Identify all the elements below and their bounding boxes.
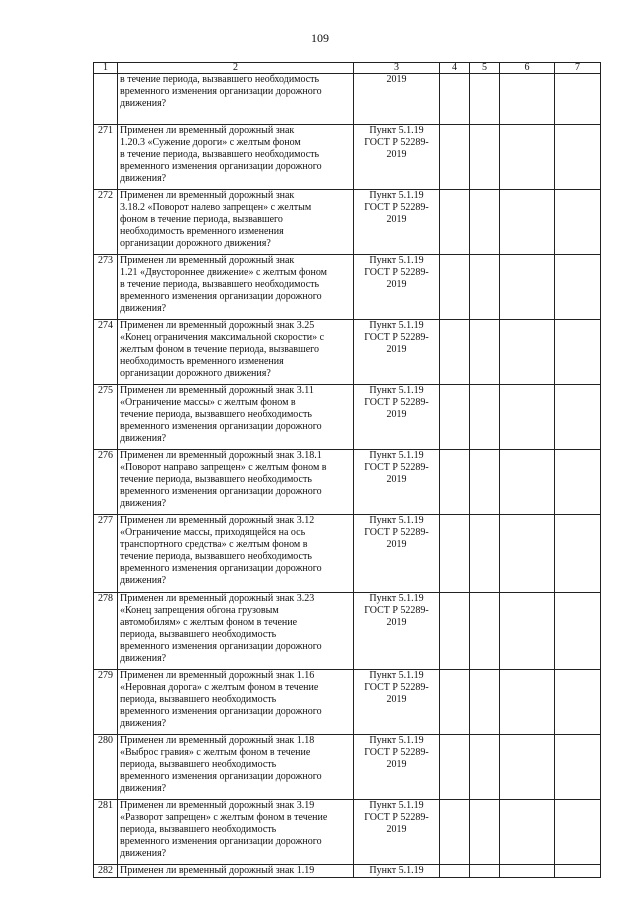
answer-cell-col-5[interactable] [470,255,500,320]
answer-cell-col-6[interactable] [500,125,555,190]
reference-cell [354,385,440,450]
question-line: движения? [120,575,167,586]
answer-cell-col-5[interactable] [470,800,500,865]
question-cell [118,450,354,515]
table-row [94,450,601,515]
reference-line: ГОСТ Р 52289- [364,747,429,758]
answer-cell-col-4[interactable] [440,255,470,320]
reference-line: ГОСТ Р 52289- [364,397,429,408]
reference-line: 2019 [386,149,407,160]
answer-cell-col-7[interactable] [555,320,601,385]
header-cell-4: 4 [440,63,470,74]
answer-cell-col-5[interactable] [470,865,500,878]
item-number: 275 [94,385,118,450]
question-line: движения? [120,783,167,794]
page-number: 109 [311,31,329,45]
reference-line: Пункт 5.1.19 [369,515,424,526]
answer-cell-col-5[interactable] [470,593,500,670]
reference-line: ГОСТ Р 52289- [364,682,429,693]
question-line: Применен ли временный дорожный знак 3.12 [120,515,315,526]
item-number: 281 [94,800,118,865]
reference-line: ГОСТ Р 52289- [364,332,429,343]
question-cell [118,735,354,800]
question-line: периода, вызвавшего необходимость [120,694,277,705]
answer-cell-col-7[interactable] [555,735,601,800]
answer-cell-col-4[interactable] [440,735,470,800]
answer-cell-col-5[interactable] [470,735,500,800]
header-cell-1: 1 [94,63,118,74]
question-line: движения? [120,653,167,664]
question-cell [118,515,354,593]
reference-cell [354,515,440,593]
answer-cell-col-7[interactable] [555,74,601,125]
header-row [94,63,601,74]
question-line: движения? [120,433,167,444]
reference-line: 2019 [386,214,407,225]
answer-cell-col-5[interactable] [470,125,500,190]
reference-line: Пункт 5.1.19 [369,865,424,876]
table-row [94,735,601,800]
question-line: «Конец запрещения обгона грузовым [120,605,279,616]
answer-cell-col-4[interactable] [440,515,470,593]
table-row [94,865,601,878]
question-cell [118,255,354,320]
question-cell [118,865,354,878]
question-cell [118,74,354,125]
answer-cell-col-6[interactable] [500,74,555,125]
question-line: Применен ли временный дорожный знак 1.19 [120,865,315,876]
header-cell-5: 5 [470,63,500,74]
reference-line: Пункт 5.1.19 [369,255,424,266]
question-line: Применен ли временный дорожный знак [120,255,295,266]
answer-cell-col-6[interactable] [500,320,555,385]
reference-line: Пункт 5.1.19 [369,125,424,136]
reference-line: 2019 [386,694,407,705]
question-line: в течение периода, вызвавшего необходимость [120,279,320,290]
answer-cell-col-6[interactable] [500,593,555,670]
table-row [94,320,601,385]
answer-cell-col-7[interactable] [555,670,601,735]
answer-cell-col-7[interactable] [555,125,601,190]
reference-line: 2019 [386,617,407,628]
item-number: 282 [94,865,118,878]
answer-cell-col-6[interactable] [500,385,555,450]
reference-line: Пункт 5.1.19 [369,735,424,746]
question-line: временного изменения организации дорожного [120,421,322,432]
question-line: временного изменения организации дорожного [120,706,322,717]
table-row [94,593,601,670]
question-line: организации дорожного движения? [120,368,271,379]
question-line: периода, вызвавшего необходимость [120,824,277,835]
question-line: в течение периода, вызвавшего необходимость [120,149,320,160]
header-cell-3: 3 [354,63,440,74]
question-line: 1.20.3 «Сужение дороги» с желтым фоном [120,137,301,148]
reference-cell [354,255,440,320]
table-row [94,670,601,735]
reference-line: Пункт 5.1.19 [369,190,424,201]
question-line: Применен ли временный дорожный знак 3.18.1 [120,450,322,461]
reference-cell [354,593,440,670]
question-line: 1.21 «Двустороннее движение» с желтым фоном [120,267,328,278]
reference-line: Пункт 5.1.19 [369,320,424,331]
reference-line: 2019 [386,409,407,420]
question-line: временного изменения организации дорожного [120,641,322,652]
question-line: движения? [120,498,167,509]
reference-line: ГОСТ Р 52289- [364,527,429,538]
question-line: движения? [120,98,167,109]
reference-cell [354,74,440,125]
answer-cell-col-7[interactable] [555,385,601,450]
question-line: Применен ли временный дорожный знак [120,125,295,136]
question-line: периода, вызвавшего необходимость [120,759,277,770]
reference-cell [354,800,440,865]
item-number [94,74,118,125]
answer-cell-col-6[interactable] [500,735,555,800]
answer-cell-col-6[interactable] [500,515,555,593]
question-line: временного изменения организации дорожного [120,771,322,782]
answer-cell-col-4[interactable] [440,190,470,255]
reference-cell [354,735,440,800]
item-number: 279 [94,670,118,735]
answer-cell-col-6[interactable] [500,190,555,255]
question-line: временного изменения организации дорожного [120,86,322,97]
question-cell [118,800,354,865]
reference-cell [354,320,440,385]
item-number: 271 [94,125,118,190]
question-line: «Конец ограничения максимальной скорости» с [120,332,325,343]
question-line: временного изменения организации дорожного [120,291,322,302]
answer-cell-col-7[interactable] [555,190,601,255]
question-cell [118,125,354,190]
question-line: временного изменения организации дорожного [120,161,322,172]
answer-cell-col-5[interactable] [470,190,500,255]
item-number: 277 [94,515,118,593]
reference-cell [354,865,440,878]
answer-cell-col-5[interactable] [470,320,500,385]
reference-line: ГОСТ Р 52289- [364,462,429,473]
question-line: «Ограничение массы» с желтым фоном в [120,397,296,408]
question-cell [118,190,354,255]
answer-cell-col-7[interactable] [555,865,601,878]
answer-cell-col-7[interactable] [555,800,601,865]
answer-cell-col-4[interactable] [440,800,470,865]
reference-line: 2019 [386,824,407,835]
header-cell-6: 6 [500,63,555,74]
question-line: временного изменения организации дорожного [120,563,322,574]
reference-cell [354,125,440,190]
answer-cell-col-4[interactable] [440,593,470,670]
answer-cell-col-6[interactable] [500,865,555,878]
answer-cell-col-4[interactable] [440,385,470,450]
question-line: течение периода, вызвавшего необходимость [120,551,312,562]
item-number: 276 [94,450,118,515]
table-row [94,190,601,255]
reference-line: ГОСТ Р 52289- [364,202,429,213]
answer-cell-col-4[interactable] [440,74,470,125]
question-line: Применен ли временный дорожный знак 3.25 [120,320,315,331]
answer-cell-col-5[interactable] [470,450,500,515]
question-line: движения? [120,718,167,729]
reference-line: ГОСТ Р 52289- [364,267,429,278]
question-line: движения? [120,848,167,859]
answer-cell-col-5[interactable] [470,670,500,735]
reference-line: 2019 [386,344,407,355]
question-line: в течение периода, вызвавшего необходимость [120,74,320,85]
reference-cell [354,670,440,735]
item-number: 274 [94,320,118,385]
question-line: «Выброс гравия» с желтым фоном в течение [120,747,311,758]
question-line: периода, вызвавшего необходимость [120,629,277,640]
answer-cell-col-7[interactable] [555,515,601,593]
question-line: течение периода, вызвавшего необходимость [120,474,312,485]
reference-line: 2019 [386,474,407,485]
table-row [94,515,601,593]
answer-cell-col-4[interactable] [440,670,470,735]
reference-line: ГОСТ Р 52289- [364,137,429,148]
question-line: 3.18.2 «Поворот налево запрещен» с желтым [120,202,312,213]
question-cell [118,320,354,385]
question-line: временного изменения организации дорожного [120,836,322,847]
reference-line: Пункт 5.1.19 [369,450,424,461]
question-line: фоном в течение периода, вызвавшего [120,214,283,225]
answer-cell-col-5[interactable] [470,515,500,593]
reference-line: 2019 [386,74,407,85]
item-number: 272 [94,190,118,255]
question-line: необходимость временного изменения [120,356,284,367]
table-row [94,125,601,190]
reference-line: Пункт 5.1.19 [369,385,424,396]
question-line: транспортного средства» с желтым фоном в [120,539,308,550]
answer-cell-col-6[interactable] [500,450,555,515]
question-line: Применен ли временный дорожный знак 1.18 [120,735,315,746]
question-line: движения? [120,173,167,184]
answer-cell-col-4[interactable] [440,450,470,515]
answer-cell-col-7[interactable] [555,450,601,515]
question-cell [118,385,354,450]
reference-line: Пункт 5.1.19 [369,800,424,811]
question-line: Применен ли временный дорожный знак 3.23 [120,593,315,604]
reference-cell [354,190,440,255]
question-line: «Неровная дорога» с желтым фоном в течение [120,682,319,693]
table-row [94,74,601,125]
item-number: 278 [94,593,118,670]
answer-cell-col-6[interactable] [500,255,555,320]
question-line: Применен ли временный дорожный знак 3.19 [120,800,315,811]
item-number: 280 [94,735,118,800]
header-cell-2: 2 [118,63,354,74]
reference-line: Пункт 5.1.19 [369,593,424,604]
answer-cell-col-4[interactable] [440,125,470,190]
reference-line: 2019 [386,279,407,290]
table-row [94,385,601,450]
reference-line: 2019 [386,759,407,770]
question-line: движения? [120,303,167,314]
table-row [94,255,601,320]
question-line: организации дорожного движения? [120,238,271,249]
question-line: автомобилям» с желтым фоном в течение [120,617,298,628]
question-line: Применен ли временный дорожный знак 3.11 [120,385,314,396]
question-line: Применен ли временный дорожный знак 1.16 [120,670,315,681]
question-line: желтым фоном в течение периода, вызвавшего [120,344,319,355]
table-row [94,800,601,865]
reference-line: Пункт 5.1.19 [369,670,424,681]
answer-cell-col-6[interactable] [500,670,555,735]
answer-cell-col-4[interactable] [440,320,470,385]
question-line: «Поворот направо запрещен» с желтым фоном в [120,462,327,473]
answer-cell-col-5[interactable] [470,385,500,450]
checklist-table [93,62,601,878]
item-number: 273 [94,255,118,320]
question-line: «Разворот запрещен» с желтым фоном в течение [120,812,328,823]
answer-cell-col-7[interactable] [555,593,601,670]
question-cell [118,670,354,735]
reference-line: ГОСТ Р 52289- [364,812,429,823]
reference-cell [354,450,440,515]
question-line: течение периода, вызвавшего необходимость [120,409,312,420]
answer-cell-col-4[interactable] [440,865,470,878]
header-cell-7: 7 [555,63,601,74]
question-line: временного изменения организации дорожного [120,486,322,497]
reference-line: ГОСТ Р 52289- [364,605,429,616]
answer-cell-col-7[interactable] [555,255,601,320]
question-line: «Ограничение массы, приходящейся на ось [120,527,306,538]
answer-cell-col-6[interactable] [500,800,555,865]
question-line: Применен ли временный дорожный знак [120,190,295,201]
answer-cell-col-5[interactable] [470,74,500,125]
question-line: необходимость временного изменения [120,226,284,237]
reference-line: 2019 [386,539,407,550]
question-cell [118,593,354,670]
